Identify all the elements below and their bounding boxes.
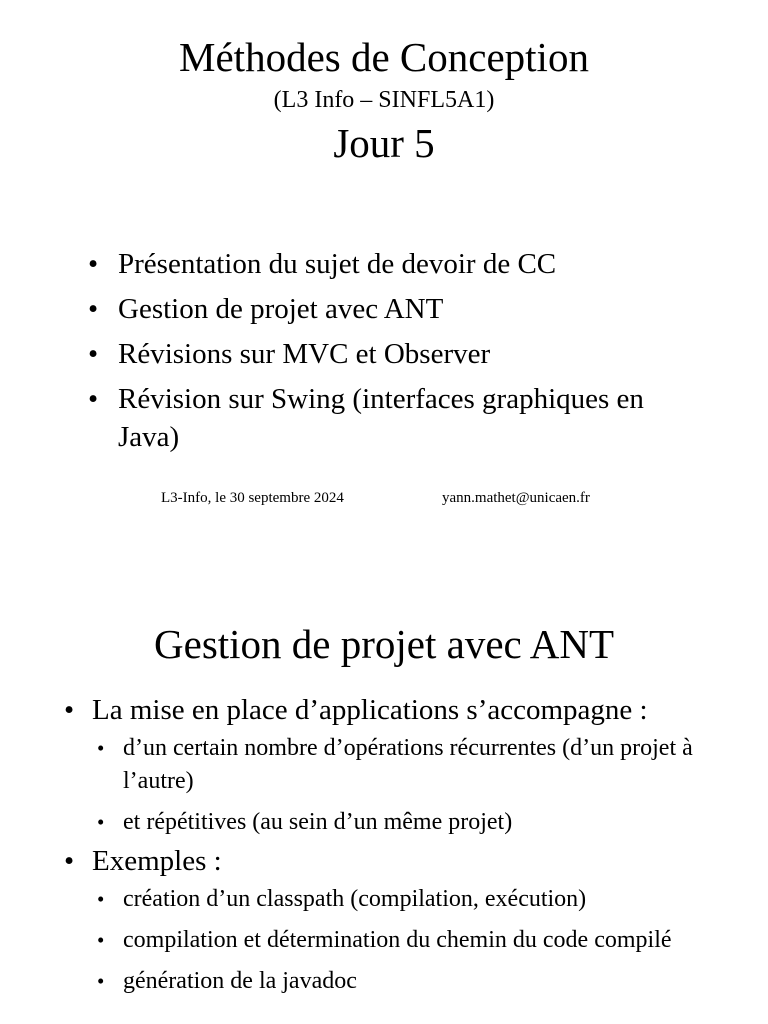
bullet-icon: • <box>88 248 99 280</box>
bullet-icon: • <box>97 928 105 952</box>
slide-title: Gestion de projet avec ANT <box>154 621 614 667</box>
bullet-icon: • <box>88 338 99 370</box>
sub-list-item-text: compilation et détermination du chemin du code compilé <box>123 927 672 953</box>
sub-list-item <box>92 965 724 998</box>
content-list <box>64 692 724 1006</box>
list-item <box>88 245 688 283</box>
list-item <box>64 843 724 998</box>
bullet-icon: • <box>97 810 105 834</box>
sub-list <box>92 732 724 839</box>
sub-list-item-text: d’un certain nombre d’opérations récurrentes (d’un projet à l’autre) <box>123 735 693 794</box>
list-item <box>88 335 688 373</box>
bullet-icon: • <box>88 293 99 325</box>
sub-list-item-text: création d’un classpath (compilation, exécution) <box>123 886 587 912</box>
bullet-icon: • <box>97 969 105 993</box>
sub-list <box>92 883 724 998</box>
list-item-text: Révision sur Swing (interfaces graphiques en Java) <box>118 383 644 453</box>
list-item-text: Révisions sur MVC et Observer <box>118 338 491 370</box>
sub-list-item-text: génération de la javadoc <box>123 968 357 994</box>
footer-email: yann.mathet@unicaen.fr <box>442 490 590 506</box>
list-item-text: Gestion de projet avec ANT <box>118 293 444 325</box>
slide-subtitle: (L3 Info – SINFL5A1) <box>273 87 495 113</box>
bullet-icon: • <box>64 694 75 726</box>
bullet-icon: • <box>88 383 99 415</box>
list-item-text: Présentation du sujet de devoir de CC <box>118 248 557 280</box>
sub-list-item <box>92 924 724 957</box>
bullet-icon: • <box>97 736 105 760</box>
footer-date: L3-Info, le 30 septembre 2024 <box>161 490 344 506</box>
list-item <box>64 692 724 839</box>
list-item-text: Exemples : <box>92 845 222 877</box>
slide-2 <box>0 540 768 1024</box>
sub-list-item-text: et répétitives (au sein d’un même projet) <box>123 809 513 835</box>
list-item <box>88 290 688 328</box>
bullet-icon: • <box>97 887 105 911</box>
slide-day-heading: Jour 5 <box>333 120 435 166</box>
sub-list-item <box>92 806 724 839</box>
list-item <box>88 380 688 456</box>
sub-list-item <box>92 883 724 916</box>
sub-list-item <box>92 732 724 798</box>
slide-title: Méthodes de Conception <box>179 34 589 80</box>
list-item-text: La mise en place d’applications s’accompagne : <box>92 694 648 726</box>
bullet-icon: • <box>64 845 75 877</box>
agenda-list <box>88 245 688 463</box>
